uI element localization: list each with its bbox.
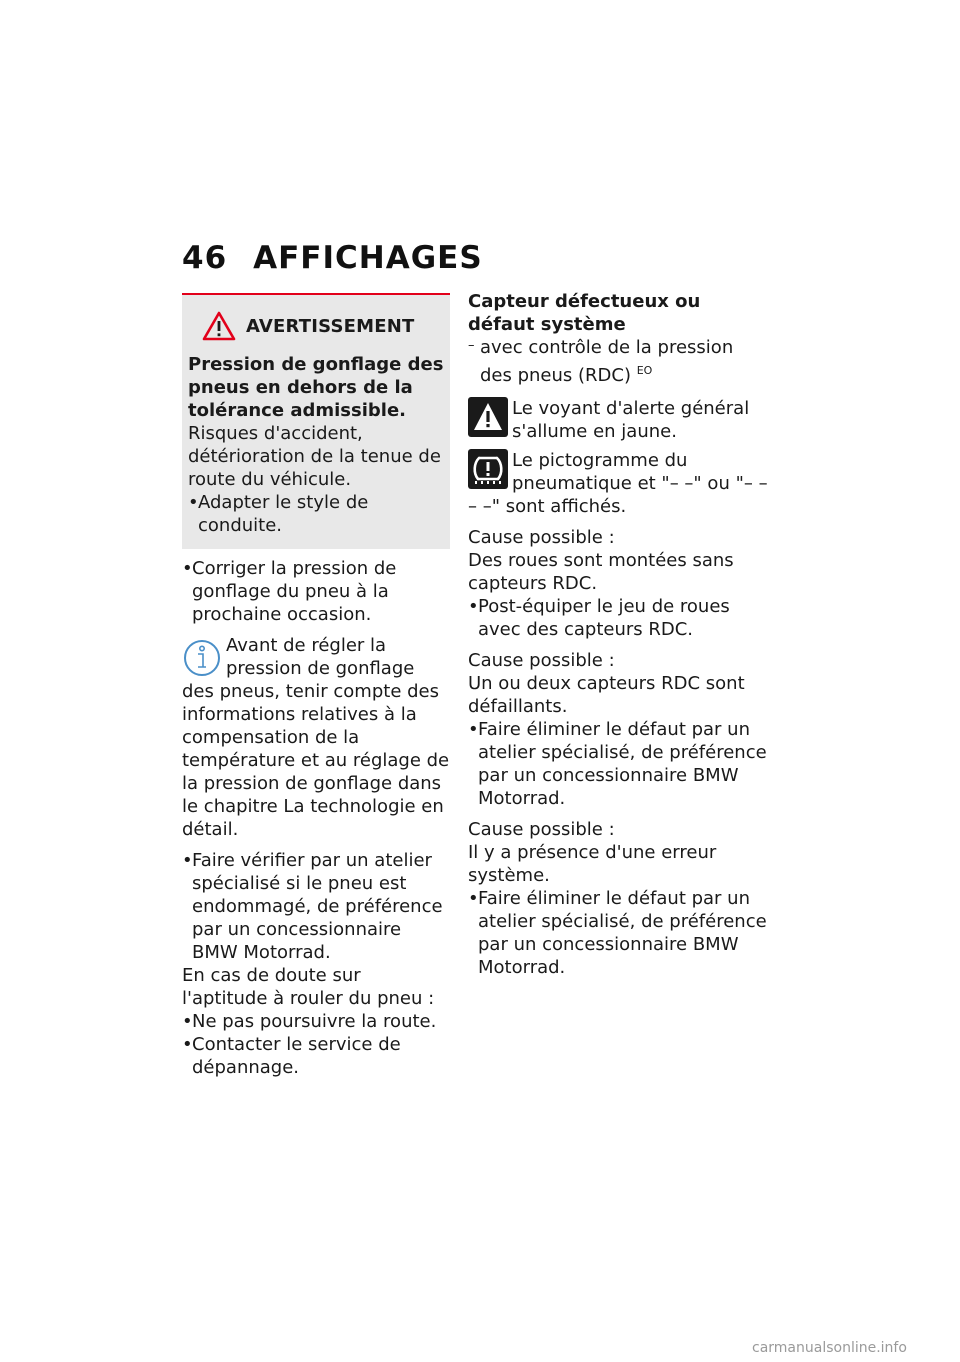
general-warning-light-icon	[468, 397, 508, 437]
watermark: carmanualsonline.info	[752, 1340, 907, 1356]
warning-light-text: Le voyant d'alerte général s'allume en jaune.	[512, 398, 750, 442]
cause-label-2: Cause possible :	[468, 650, 615, 671]
tpm-row	[468, 449, 768, 518]
right-column	[468, 290, 768, 979]
warning-light-row	[468, 397, 768, 443]
warning-action: • Adapter le style de conduite.	[188, 491, 444, 537]
doubt-text: En cas de doute sur l'aptitude à rouler du pneu :	[182, 965, 435, 1009]
cause-1-action: • Post-équiper le jeu de roues avec des capteurs RDC.	[468, 595, 768, 641]
warning-headline: Pression de gonflage des pneus en dehors de la tolérance admissible.	[188, 354, 444, 421]
info-text: Avant de régler la pression de gonflage des pneus, tenir compte des informations relatives à la compensation de la température et au réglage de la pression de gonflage dans le chapitre La technologie en détail.	[182, 635, 450, 840]
page-header	[182, 240, 483, 276]
warning-header	[202, 311, 444, 341]
page-number: 46	[182, 240, 228, 276]
tire-pressure-icon	[468, 449, 508, 489]
eo-superscript: EO	[636, 364, 653, 377]
section-subhead: Capteur défectueux ou défaut système	[468, 291, 701, 335]
cause-label-3: Cause possible :	[468, 819, 615, 840]
cause-label-1: Cause possible :	[468, 527, 615, 548]
tpm-text: Le pictogramme du pneumatique et "– –" ou "– – – –" sont affichés.	[468, 450, 768, 517]
bullet-breakdown: • Contacter le service de dépannage.	[182, 1033, 450, 1079]
left-column	[182, 293, 450, 1079]
cause-1: Des roues sont montées sans capteurs RDC.	[468, 550, 734, 594]
warning-triangle-icon	[202, 311, 236, 341]
cause-3-action: • Faire éliminer le défaut par un atelier spécialisé, de préférence par un concessionnaire BMW Motorrad.	[468, 887, 768, 979]
info-note	[182, 634, 450, 841]
cause-2-action: • Faire éliminer le défaut par un atelier spécialisé, de préférence par un concessionnaire BMW Motorrad.	[468, 718, 768, 810]
rdc-condition: – avec contrôle de la pression des pneus (RDC) $^{EO}$	[468, 336, 768, 387]
cause-2: Un ou deux capteurs RDC sont défaillants.	[468, 673, 745, 717]
warning-body: Risques d'accident, détérioration de la tenue de route du véhicule.	[188, 423, 441, 490]
page-title: AFFICHAGES	[253, 240, 483, 276]
bullet-check-tyre: • Faire vérifier par un atelier spécialisé si le pneu est endommagé, de préférence par un concessionnaire BMW Motorrad.	[182, 849, 450, 964]
warning-title: AVERTISSEMENT	[246, 315, 415, 337]
info-icon	[182, 634, 222, 678]
bullet-stop: • Ne pas poursuivre la route.	[182, 1010, 450, 1033]
cause-3: Il y a présence d'une erreur système.	[468, 842, 717, 886]
warning-box	[182, 293, 450, 549]
bullet-correct-pressure: • Corriger la pression de gonflage du pneu à la prochaine occasion.	[182, 557, 450, 626]
